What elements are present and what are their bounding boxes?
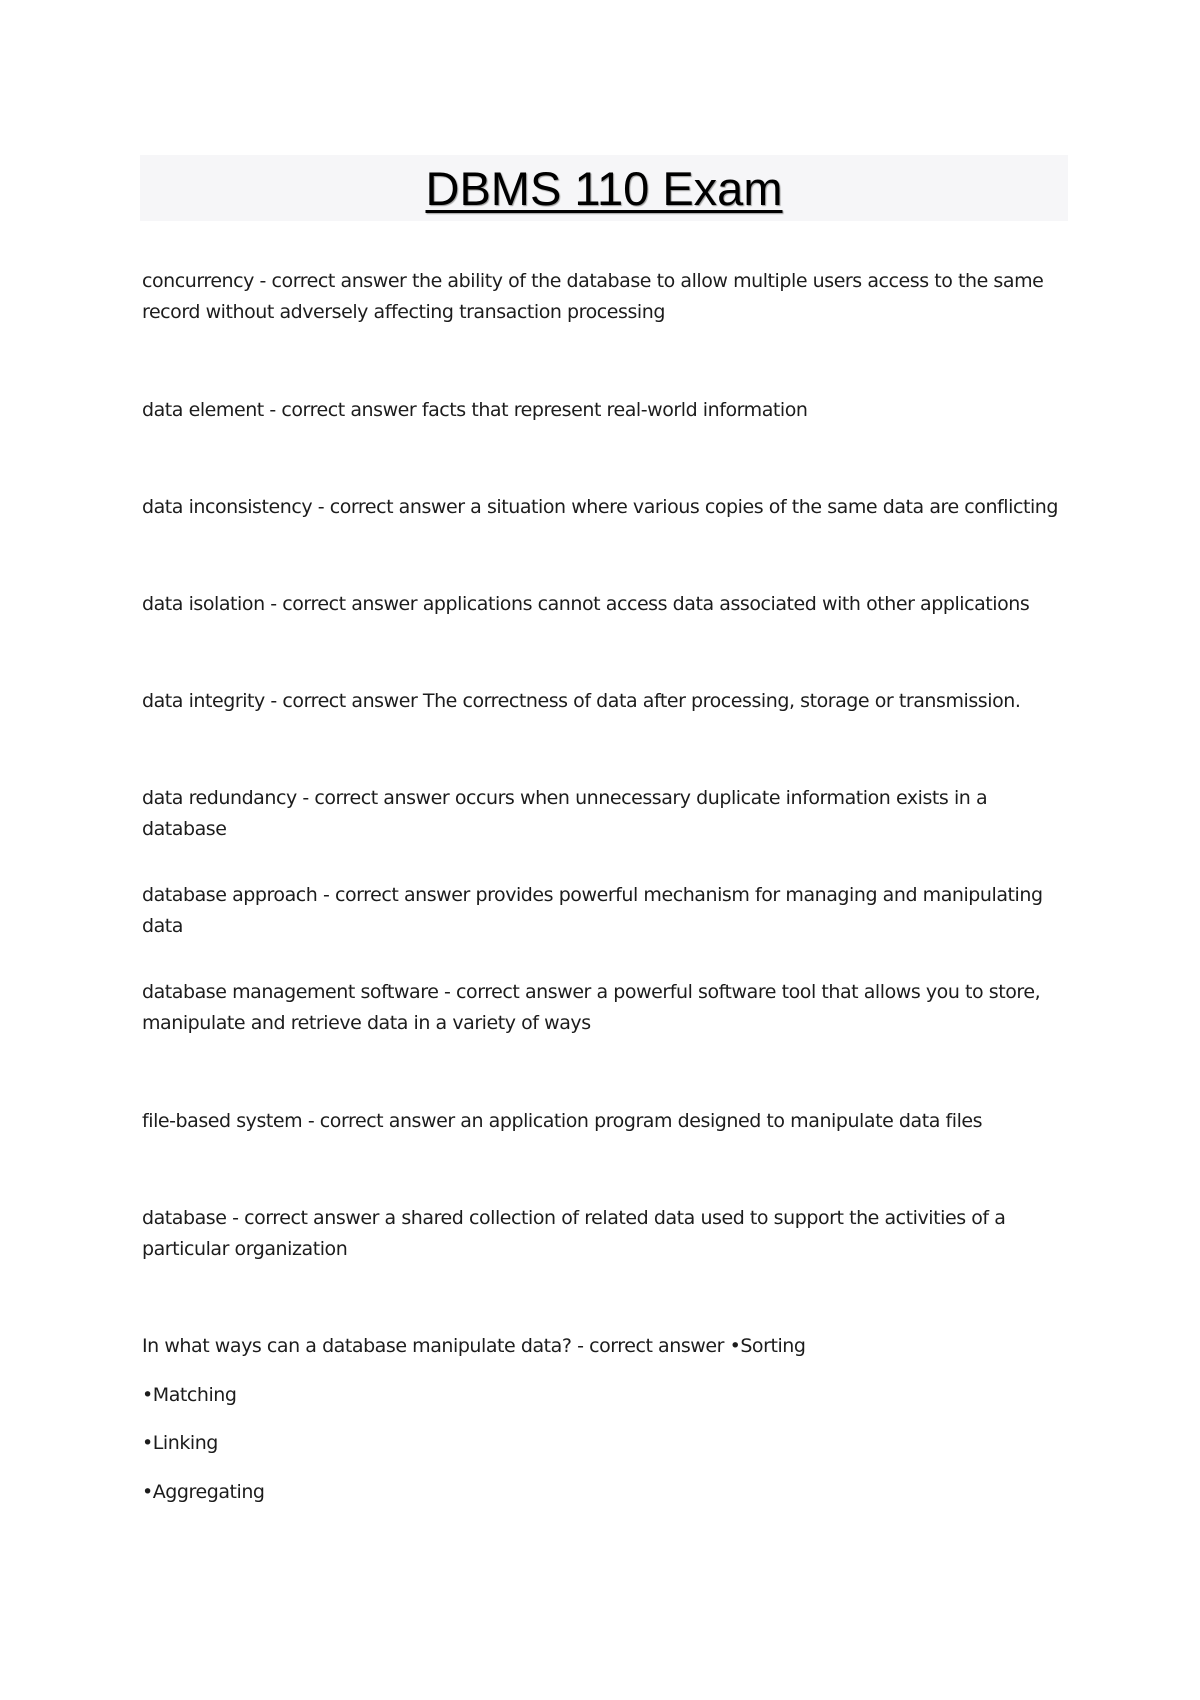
entry-data-integrity: data integrity - correct answer The correctness of data after processing, storage or transmission. bbox=[142, 690, 1021, 712]
bullet-aggregating: •Aggregating bbox=[142, 1481, 265, 1503]
bullet-linking: •Linking bbox=[142, 1432, 218, 1454]
entry-database: database - correct answer a shared collection of related data used to support the activities of a particular organization bbox=[142, 1207, 1006, 1260]
entry-concurrency: concurrency - correct answer the ability of the database to allow multiple users access to the same record without adversely affecting transaction processing bbox=[142, 270, 1044, 323]
document-title: DBMS 110 Exam bbox=[425, 161, 783, 215]
title-band bbox=[140, 155, 1068, 221]
entry-file-based-system: file-based system - correct answer an application program designed to manipulate data files bbox=[142, 1110, 983, 1132]
entry-data-redundancy: data redundancy - correct answer occurs when unnecessary duplicate information exists in a database bbox=[142, 787, 988, 840]
bullet-matching: •Matching bbox=[142, 1384, 237, 1406]
entry-manipulate-data-question: In what ways can a database manipulate data? - correct answer •Sorting bbox=[142, 1335, 806, 1357]
entry-data-element: data element - correct answer facts that represent real-world information bbox=[142, 399, 808, 421]
entry-database-management-software: database management software - correct answer a powerful software tool that allows you to store, manipulate and retrieve data in a variety of ways bbox=[142, 981, 1041, 1034]
entry-data-isolation: data isolation - correct answer applications cannot access data associated with other applications bbox=[142, 593, 1030, 615]
entry-database-approach: database approach - correct answer provides powerful mechanism for managing and manipulating data bbox=[142, 884, 1043, 937]
entry-data-inconsistency: data inconsistency - correct answer a situation where various copies of the same data are conflicting bbox=[142, 496, 1058, 518]
